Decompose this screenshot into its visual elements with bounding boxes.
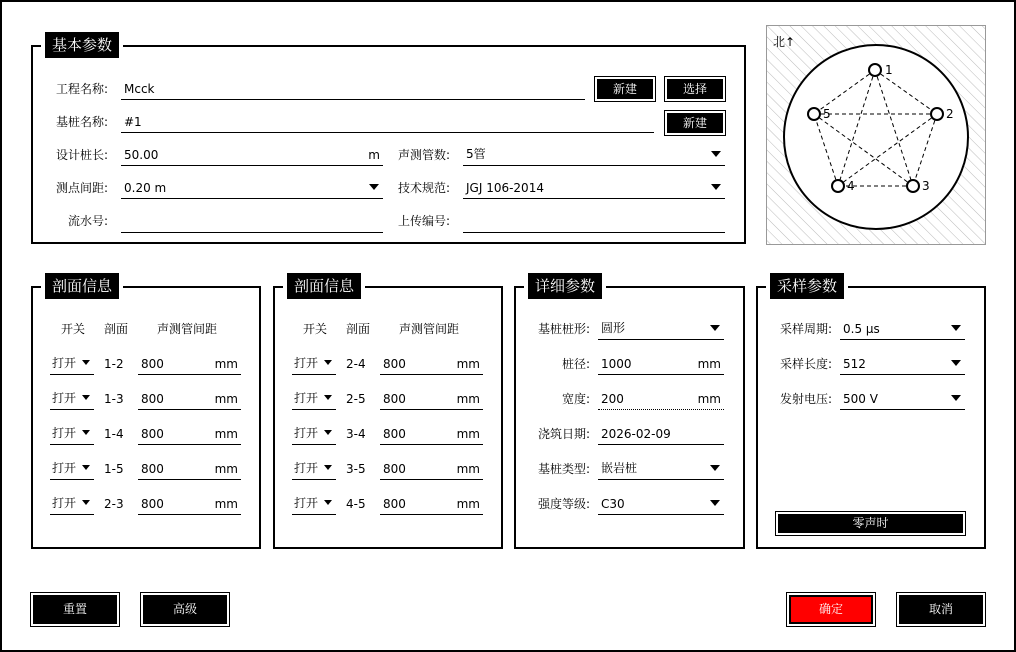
new-project-button[interactable]: 新建 [597, 79, 653, 99]
sample-period-select[interactable] [840, 318, 965, 340]
serial-number-field[interactable] [121, 211, 383, 233]
north-indicator: 北↑ [773, 35, 796, 49]
tube-distance-unit: mm [456, 392, 480, 406]
section-pair: 1-3 [104, 392, 124, 406]
pile-type-value: 嵌岩桩 [601, 461, 638, 475]
zero-time-button[interactable]: 零声时 [778, 514, 963, 533]
pour-date-value: 2026-02-09 [601, 427, 671, 441]
select-project-button[interactable]: 选择 [667, 79, 723, 99]
pile-shape-value: 圆形 [601, 321, 626, 335]
chevron-down-icon [82, 430, 90, 435]
switch-select[interactable] [292, 458, 336, 480]
section-info-title-1: 剖面信息 [45, 273, 119, 299]
switch-value: 打开 [294, 356, 319, 370]
tube-distance-value: 800 [383, 427, 406, 441]
chevron-down-icon [711, 184, 721, 190]
tube-distance-unit: mm [214, 427, 238, 441]
design-length-field[interactable] [121, 144, 383, 166]
tech-spec-select[interactable] [463, 177, 725, 199]
tube-layout-diagram [766, 25, 986, 245]
pile-name-value: #1 [124, 115, 142, 129]
pile-type-label: 基桩类型: [538, 462, 591, 476]
sample-length-label: 采样长度: [780, 357, 833, 371]
section-pair: 1-4 [104, 427, 124, 441]
project-name-field[interactable] [121, 78, 585, 100]
section-header-section: 剖面 [104, 322, 129, 336]
chevron-down-icon [710, 325, 720, 331]
tube-distance-value: 800 [141, 462, 164, 476]
strength-grade-select[interactable] [598, 493, 724, 515]
switch-select[interactable] [50, 388, 94, 410]
tube-3-marker [907, 180, 919, 192]
tube-distance-field[interactable] [138, 458, 241, 480]
basic-params-title: 基本参数 [45, 32, 119, 58]
chevron-down-icon [82, 395, 90, 400]
switch-value: 打开 [52, 426, 77, 440]
point-spacing-label: 测点间距: [56, 181, 109, 195]
switch-select[interactable] [50, 493, 94, 515]
tech-spec-value: JGJ 106-2014 [466, 181, 544, 195]
switch-select[interactable] [50, 423, 94, 445]
section-header-switch: 开关 [303, 322, 328, 336]
section-pair: 3-5 [346, 462, 366, 476]
design-length-label: 设计桩长: [56, 148, 109, 162]
chevron-down-icon [82, 500, 90, 505]
pile-name-field[interactable] [121, 111, 654, 133]
chevron-down-icon [710, 500, 720, 506]
tube-distance-field[interactable] [380, 493, 483, 515]
tube-distance-unit: mm [214, 392, 238, 406]
diameter-label: 桩径: [561, 357, 590, 371]
tech-spec-label: 技术规范: [398, 181, 451, 195]
diameter-field[interactable] [598, 353, 724, 375]
width-field[interactable] [598, 388, 724, 410]
confirm-button[interactable]: 确定 [789, 595, 873, 624]
tube-count-select[interactable] [463, 144, 725, 166]
chevron-down-icon [711, 151, 721, 157]
switch-value: 打开 [52, 391, 77, 405]
switch-value: 打开 [294, 461, 319, 475]
tube-2-label: 2 [946, 107, 954, 121]
pile-type-select[interactable] [598, 458, 724, 480]
section-header-distance: 声测管间距 [157, 322, 218, 336]
tube-distance-value: 800 [141, 497, 164, 511]
advanced-button[interactable]: 高级 [143, 595, 227, 624]
tube-count-label: 声测管数: [398, 148, 451, 162]
diameter-value: 1000 [601, 357, 632, 371]
pour-date-field[interactable] [598, 423, 724, 445]
section-pair: 4-5 [346, 497, 366, 511]
switch-select[interactable] [292, 353, 336, 375]
strength-grade-value: C30 [601, 497, 625, 511]
tube-4-label: 4 [847, 179, 855, 193]
design-length-unit: m [368, 148, 380, 162]
chevron-down-icon [951, 360, 961, 366]
tube-count-value: 5管 [466, 147, 486, 161]
emit-voltage-value: 500 V [843, 392, 878, 406]
section-pair: 3-4 [346, 427, 366, 441]
tube-distance-value: 800 [383, 497, 406, 511]
tube-distance-field[interactable] [380, 353, 483, 375]
tube-distance-unit: mm [214, 497, 238, 511]
chevron-down-icon [710, 465, 720, 471]
tube-distance-unit: mm [214, 462, 238, 476]
tube-distance-unit: mm [456, 427, 480, 441]
pile-name-label: 基桩名称: [56, 115, 109, 129]
chevron-down-icon [951, 325, 961, 331]
switch-value: 打开 [52, 496, 77, 510]
tube-distance-field[interactable] [380, 388, 483, 410]
chevron-down-icon [369, 184, 379, 190]
tube-2-marker [931, 108, 943, 120]
tube-5-label: 5 [823, 107, 831, 121]
point-spacing-select[interactable] [121, 177, 383, 199]
chevron-down-icon [324, 395, 332, 400]
tube-distance-value: 800 [383, 462, 406, 476]
tube-distance-field[interactable] [138, 493, 241, 515]
new-pile-button[interactable]: 新建 [667, 113, 723, 133]
tube-distance-unit: mm [214, 357, 238, 371]
switch-select[interactable] [292, 388, 336, 410]
cancel-button[interactable]: 取消 [899, 595, 983, 624]
section-pair: 1-5 [104, 462, 124, 476]
section-pair: 2-5 [346, 392, 366, 406]
pour-date-label: 浇筑日期: [538, 427, 591, 441]
chevron-down-icon [324, 500, 332, 505]
switch-select[interactable] [292, 493, 336, 515]
switch-select[interactable] [50, 458, 94, 480]
point-spacing-value: 0.20 m [124, 181, 167, 195]
switch-value: 打开 [52, 461, 77, 475]
section-pair: 2-4 [346, 357, 366, 371]
section-header-section: 剖面 [346, 322, 371, 336]
switch-value: 打开 [294, 391, 319, 405]
tube-distance-value: 800 [141, 357, 164, 371]
project-name-label: 工程名称: [56, 82, 109, 96]
section-pair: 1-2 [104, 357, 124, 371]
pile-shape-select[interactable] [598, 318, 724, 340]
tube-distance-field[interactable] [380, 458, 483, 480]
section-info-title-2: 剖面信息 [287, 273, 361, 299]
emit-voltage-select[interactable] [840, 388, 965, 410]
strength-grade-label: 强度等级: [538, 497, 591, 511]
sample-period-label: 采样周期: [780, 322, 833, 336]
design-length-value: 50.00 [124, 148, 159, 162]
detail-params-title: 详细参数 [528, 273, 602, 299]
width-label: 宽度: [561, 392, 590, 406]
tube-distance-field[interactable] [138, 353, 241, 375]
tube-distance-unit: mm [456, 357, 480, 371]
sample-length-select[interactable] [840, 353, 965, 375]
tube-5-marker [808, 108, 820, 120]
section-header-distance: 声测管间距 [399, 322, 460, 336]
tube-3-label: 3 [922, 179, 930, 193]
project-name-value: Mcck [124, 82, 155, 96]
section-pair: 2-3 [104, 497, 124, 511]
tube-distance-unit: mm [456, 497, 480, 511]
chevron-down-icon [82, 465, 90, 470]
tube-distance-field[interactable] [138, 423, 241, 445]
switch-value: 打开 [294, 426, 319, 440]
switch-value: 打开 [52, 356, 77, 370]
tube-distance-value: 800 [383, 357, 406, 371]
tube-1-marker [869, 64, 881, 76]
sample-length-value: 512 [843, 357, 866, 371]
chevron-down-icon [324, 430, 332, 435]
tube-1-label: 1 [885, 63, 893, 77]
tube-distance-unit: mm [456, 462, 480, 476]
serial-number-label: 流水号: [68, 214, 109, 228]
switch-select[interactable] [50, 353, 94, 375]
sampling-params-title: 采样参数 [770, 273, 844, 299]
switch-value: 打开 [294, 496, 319, 510]
width-value: 200 [601, 392, 624, 406]
upload-number-label: 上传编号: [398, 214, 451, 228]
tube-distance-field[interactable] [380, 423, 483, 445]
section-header-switch: 开关 [61, 322, 86, 336]
tube-distance-field[interactable] [138, 388, 241, 410]
reset-button[interactable]: 重置 [33, 595, 117, 624]
width-unit: mm [697, 392, 721, 406]
diameter-unit: mm [697, 357, 721, 371]
switch-select[interactable] [292, 423, 336, 445]
tube-distance-value: 800 [383, 392, 406, 406]
chevron-down-icon [324, 360, 332, 365]
tube-distance-value: 800 [141, 427, 164, 441]
tube-4-marker [832, 180, 844, 192]
chevron-down-icon [82, 360, 90, 365]
pile-shape-label: 基桩桩形: [538, 322, 591, 336]
chevron-down-icon [324, 465, 332, 470]
tube-distance-value: 800 [141, 392, 164, 406]
upload-number-field[interactable] [463, 211, 725, 233]
sample-period-value: 0.5 μs [843, 322, 880, 336]
emit-voltage-label: 发射电压: [780, 392, 833, 406]
chevron-down-icon [951, 395, 961, 401]
